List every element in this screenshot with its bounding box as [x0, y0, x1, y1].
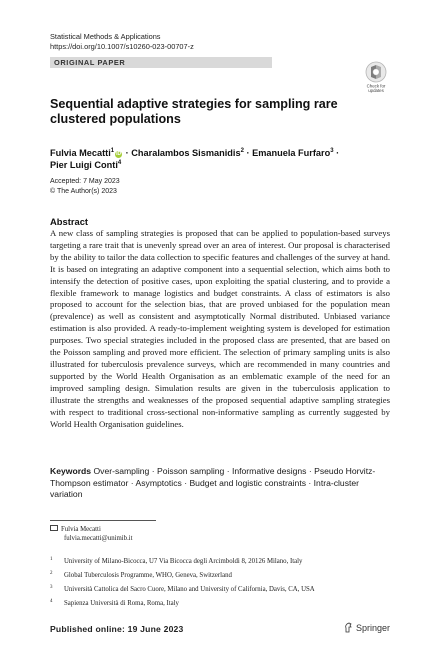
footnote-divider: [50, 520, 156, 521]
keywords-label: Keywords: [50, 466, 92, 476]
article-type-band: [50, 57, 272, 68]
corresponding-author: [50, 525, 101, 534]
check-updates-label-2: updates: [368, 88, 384, 93]
author-separator: ·: [243, 148, 253, 158]
author-list: [50, 147, 350, 171]
article-type-label: ORIGINAL PAPER: [54, 58, 126, 67]
keywords-section: [50, 466, 390, 501]
author-affil-sup: 4: [117, 159, 122, 166]
published-online-date: Published online: 19 June 2023: [50, 624, 184, 634]
affiliation-text: University of Milano-Bicocca, U7 Via Bicocca degli Arcimboldi 8, 20126 Milano, Italy: [64, 558, 303, 565]
author-separator: ·: [123, 148, 132, 158]
affiliation-number: 1: [50, 557, 53, 562]
orcid-icon[interactable]: iD: [116, 151, 122, 157]
doi-link[interactable]: https://doi.org/10.1007/s10260-023-00707-z: [50, 42, 194, 51]
journal-name: Statistical Methods & Applications: [50, 32, 161, 41]
author-separator: ·: [333, 148, 340, 158]
author-affil-sup: 1: [110, 147, 115, 154]
abstract-text: A new class of sampling strategies is proposed that can be applied to population-based surveys targeting a rare trait that is unevenly spread over an area of interest. Our proposal is characterised by the ability to tailor the data collection to specific features and challenges of the survey at hand. It is based on integrating an adaptive component into a sequential selection, which aims both to intensify the detection of positive cases, upon exploiting the spatial clustering, and to provide a flexible framework to manage logistics and budget constraints. A class of estimators is also proposed to account for the selection bias, that are proved unbiased for the population mean (prevalence) as well as consistent and asymptotically Normal distributed. Unbiased variance estimation is also provided. A ready-to-implement weighting system is developed for estimation purposes. Two special strategies included in the proposed class are presented, that are based on the Poisson sampling and proved more efficient. The selection of primary sampling units is also illustrated for tuberculosis prevalence surveys, which are recommended in many countries and supported by the World Health Organisation as an emblematic example of the need for an improved sampling design. Simulation results are given in the tuberculosis application to illustrate the strengths and weaknesses of the proposed sequential adaptive sampling strategies with respect to traditional cross-sectional non-informative sampling as currently suggested by World Health Organisation guidelines.: [50, 228, 390, 429]
affiliation-number: 3: [50, 585, 53, 590]
author-affil-sup: 3: [330, 147, 334, 154]
check-updates-label-1: Check for: [366, 83, 386, 89]
affiliation-text: Università Cattolica del Sacro Cuore, Milano and University of California, Davis, CA, USA: [64, 586, 315, 593]
check-for-updates-icon[interactable]: [362, 61, 390, 93]
publisher-logo[interactable]: [344, 622, 390, 633]
contact-name: Fulvia Mecatti: [61, 526, 101, 533]
author-affil-sup: 2: [240, 147, 244, 154]
affiliation-text: Sapienza Università di Roma, Roma, Italy: [64, 600, 179, 607]
author-name[interactable]: Emanuela Furfaro: [252, 148, 331, 158]
envelope-icon: [50, 525, 58, 531]
keywords-text: Over-sampling · Poisson sampling · Informative designs · Pseudo Horvitz-Thompson estimator · Asymptotics · Budget and logistic constraints · Intra-cluster variation: [50, 466, 376, 500]
affiliation-number: 4: [50, 599, 53, 604]
author-name[interactable]: Charalambos Sismanidis: [131, 148, 241, 158]
publisher-name: Springer: [356, 622, 391, 633]
copyright-notice: © The Author(s) 2023: [50, 188, 117, 195]
springer-horse-icon: [344, 622, 353, 633]
author-name[interactable]: Pier Luigi Conti: [50, 160, 118, 170]
affiliation-number: 2: [50, 571, 53, 576]
affiliation-text: Global Tuberculosis Programme, WHO, Geneva, Switzerland: [64, 572, 232, 579]
accepted-date: Accepted: 7 May 2023: [50, 178, 120, 185]
article-title: Sequential adaptive strategies for sampling rare clustered populations: [50, 97, 338, 126]
article-dates: [50, 177, 120, 197]
abstract-heading: Abstract: [50, 216, 89, 227]
contact-email[interactable]: fulvia.mecatti@unimib.it: [64, 535, 133, 542]
author-name[interactable]: Fulvia Mecatti: [50, 148, 111, 158]
